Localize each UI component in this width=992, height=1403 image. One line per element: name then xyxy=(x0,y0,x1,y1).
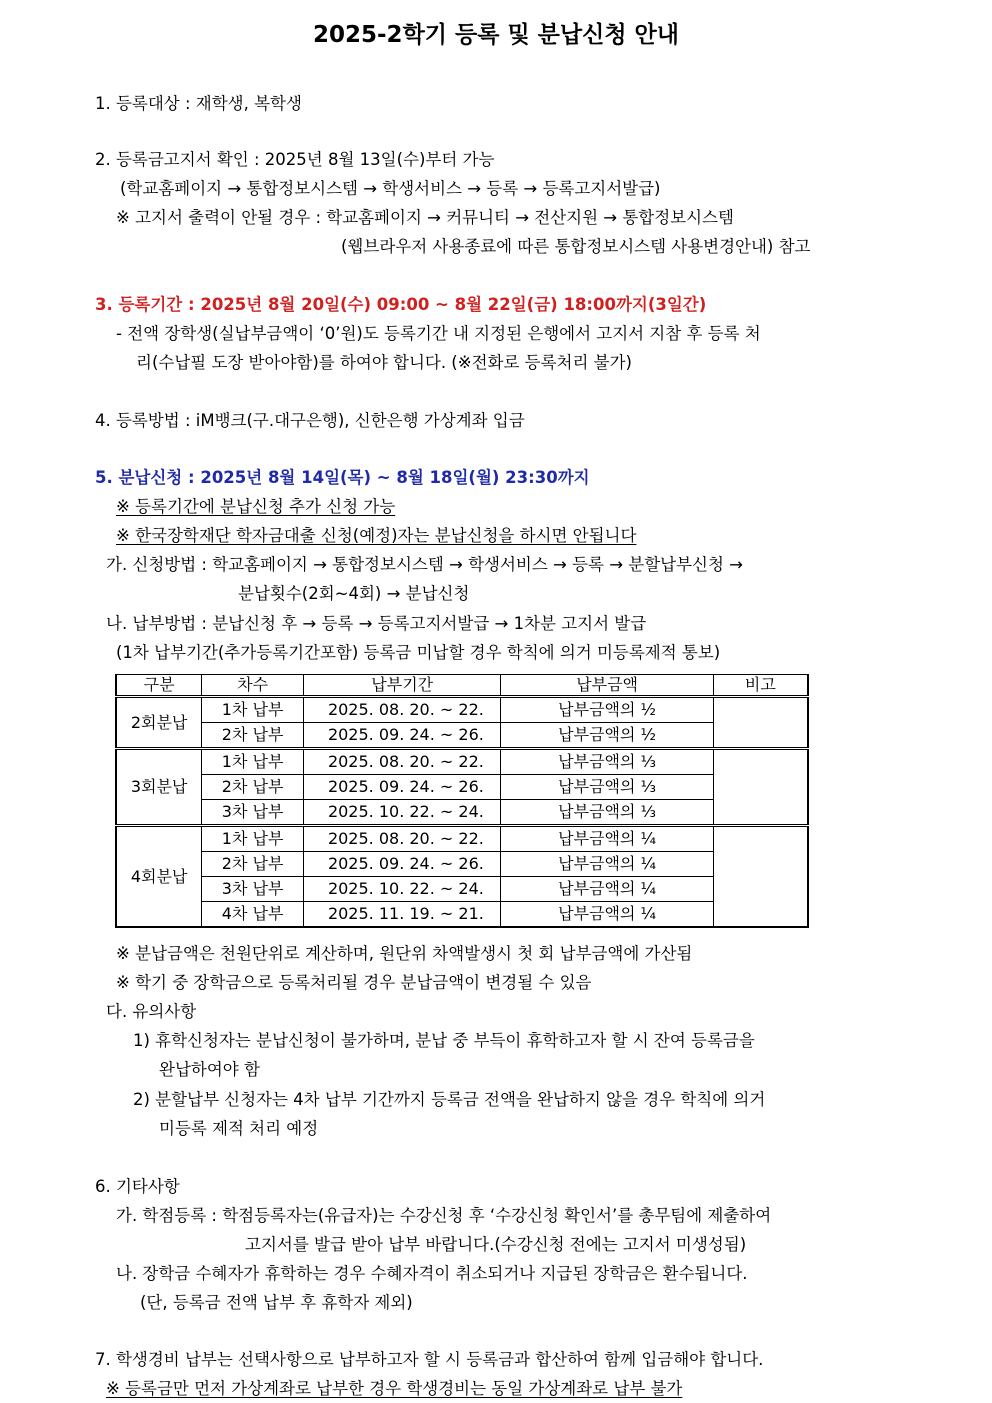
amount-cell: 납부금액의 ½ xyxy=(501,697,713,723)
section-5-pay-note: (1차 납부기간(추가등록기간포함) 등록금 미납할 경우 학칙에 의거 미등록제적 통보) xyxy=(116,643,721,662)
remarks-cell xyxy=(713,749,808,826)
section-7-heading: 7. 학생경비 납부는 선택사항으로 납부하고자 할 시 등록금과 합산하여 함께 입금해야 합니다. xyxy=(95,1350,764,1369)
table-row xyxy=(116,877,808,902)
caution-1: 1) 휴학신청자는 분납신청이 불가하며, 분납 중 부득이 휴학하고자 할 시 잔여 등록금을 xyxy=(133,1031,755,1050)
header-order: 차수 xyxy=(202,675,304,697)
section-2-note-cont: (웹브라우저 사용종료에 따른 통합정보시스템 사용변경안내) 참고 xyxy=(341,237,811,256)
section-7-note: ※ 등록금만 먼저 가상계좌로 납부한 경우 학생경비는 동일 가상계좌로 납부 불가 xyxy=(106,1379,683,1398)
section-5-cautions-heading: 다. 유의사항 xyxy=(106,1002,197,1021)
section-5-post-note1: ※ 분납금액은 천원단위로 계산하며, 원단위 차액발생시 첫 회 납부금액에 가산됨 xyxy=(116,944,693,963)
section-3-line2: 리(수납필 도장 받아야함)를 하여야 합니다. (※전화로 등록처리 불가) xyxy=(136,353,632,372)
amount-cell: 납부금액의 ¼ xyxy=(501,852,713,877)
section-5-note2: ※ 한국장학재단 학자금대출 신청(예정)자는 분납신청을 하시면 안됩니다 xyxy=(116,526,637,545)
section-6-credit-reg-cont: 고지서를 발급 받아 납부 바랍니다.(수강신청 전에는 고지서 미생성됨) xyxy=(245,1235,747,1254)
order-cell: 1차 납부 xyxy=(202,826,304,852)
period-cell: 2025. 09. 24. ~ 26. xyxy=(303,775,501,800)
header-type: 구분 xyxy=(116,675,202,697)
section-3-line1: - 전액 장학생(실납부금액이 ‘0’원)도 등록기간 내 지정된 은행에서 고지서 지참 후 등록 처 xyxy=(116,324,761,343)
amount-cell: 납부금액의 ½ xyxy=(501,723,713,749)
amount-cell: 납부금액의 ⅓ xyxy=(501,775,713,800)
amount-cell: 납부금액의 ⅓ xyxy=(501,749,713,775)
section-2-heading: 2. 등록금고지서 확인 : 2025년 8월 13일(수)부터 가능 xyxy=(95,150,495,169)
order-cell: 3차 납부 xyxy=(202,877,304,902)
table-header-row xyxy=(116,675,808,697)
section-5-heading: 5. 분납신청 : 2025년 8월 14일(목) ~ 8월 18일(월) 23:30까지 xyxy=(95,468,590,487)
section-5-post-note2: ※ 학기 중 장학금으로 등록처리될 경우 분납금액이 변경될 수 있음 xyxy=(116,973,592,992)
section-5-pay-method: 나. 납부방법 : 분납신청 후 → 등록 → 등록고지서발급 → 1차분 고지서 발급 xyxy=(106,614,647,633)
amount-cell: 납부금액의 ¼ xyxy=(501,902,713,928)
period-cell: 2025. 08. 20. ~ 22. xyxy=(303,749,501,775)
period-cell: 2025. 08. 20. ~ 22. xyxy=(303,826,501,852)
section-1-target: 1. 등록대상 : 재학생, 복학생 xyxy=(95,94,302,113)
period-cell: 2025. 10. 22. ~ 24. xyxy=(303,877,501,902)
section-2-note: ※ 고지서 출력이 안될 경우 : 학교홈페이지 → 커뮤니티 → 전산지원 → 통합정보시스템 xyxy=(116,208,734,227)
header-amount: 납부금액 xyxy=(501,675,713,697)
section-6-scholarship-cont: (단, 등록금 전액 납부 후 휴학자 제외) xyxy=(140,1293,413,1312)
section-2-path: (학교홈페이지 → 통합정보시스템 → 학생서비스 → 등록 → 등록고지서발급) xyxy=(120,179,661,198)
group-label: 2회분납 xyxy=(116,697,202,749)
caution-1-cont: 완납하여야 함 xyxy=(159,1060,260,1079)
table-row xyxy=(116,826,808,852)
table-row xyxy=(116,800,808,826)
period-cell: 2025. 09. 24. ~ 26. xyxy=(303,852,501,877)
table-row xyxy=(116,749,808,775)
section-5-apply-method-cont: 분납횟수(2회~4회) → 분납신청 xyxy=(238,584,470,603)
order-cell: 2차 납부 xyxy=(202,775,304,800)
period-cell: 2025. 09. 24. ~ 26. xyxy=(303,723,501,749)
period-cell: 2025. 08. 20. ~ 22. xyxy=(303,697,501,723)
section-6-heading: 6. 기타사항 xyxy=(95,1177,180,1196)
caution-2-cont: 미등록 제적 처리 예정 xyxy=(159,1119,319,1138)
order-cell: 2차 납부 xyxy=(202,723,304,749)
section-6-credit-reg: 가. 학점등록 : 학점등록자는(유급자)는 수강신청 후 ‘수강신청 확인서’를 총무팀에 제출하여 xyxy=(116,1206,772,1225)
order-cell: 1차 납부 xyxy=(202,749,304,775)
page-title: 2025-2학기 등록 및 분납신청 안내 xyxy=(313,22,679,48)
table-row xyxy=(116,723,808,749)
amount-cell: 납부금액의 ⅓ xyxy=(501,800,713,826)
table-row xyxy=(116,852,808,877)
header-period: 납부기간 xyxy=(303,675,501,697)
installment-table xyxy=(115,674,809,928)
section-5-note1: ※ 등록기간에 분납신청 추가 신청 가능 xyxy=(116,497,396,516)
group-label: 4회분납 xyxy=(116,826,202,928)
order-cell: 4차 납부 xyxy=(202,902,304,928)
table-row xyxy=(116,902,808,928)
section-4-method: 4. 등록방법 : iM뱅크(구.대구은행), 신한은행 가상계좌 입금 xyxy=(95,411,525,430)
group-label: 3회분납 xyxy=(116,749,202,826)
section-3-heading: 3. 등록기간 : 2025년 8월 20일(수) 09:00 ~ 8월 22일(금) 18:00까지(3일간) xyxy=(95,295,707,314)
order-cell: 2차 납부 xyxy=(202,852,304,877)
period-cell: 2025. 10. 22. ~ 24. xyxy=(303,800,501,826)
caution-2: 2) 분할납부 신청자는 4차 납부 기간까지 등록금 전액을 완납하지 않을 경우 학칙에 의거 xyxy=(133,1090,766,1109)
amount-cell: 납부금액의 ¼ xyxy=(501,877,713,902)
amount-cell: 납부금액의 ¼ xyxy=(501,826,713,852)
remarks-cell xyxy=(713,697,808,749)
order-cell: 3차 납부 xyxy=(202,800,304,826)
table-row xyxy=(116,775,808,800)
period-cell: 2025. 11. 19. ~ 21. xyxy=(303,902,501,928)
header-remarks: 비고 xyxy=(713,675,808,697)
remarks-cell xyxy=(713,826,808,928)
order-cell: 1차 납부 xyxy=(202,697,304,723)
section-6-scholarship: 나. 장학금 수혜자가 휴학하는 경우 수혜자격이 취소되거나 지급된 장학금은 환수됩니다. xyxy=(116,1264,748,1283)
section-5-apply-method: 가. 신청방법 : 학교홈페이지 → 통합정보시스템 → 학생서비스 → 등록 → 분할납부신청 → xyxy=(106,555,743,574)
table-row xyxy=(116,697,808,723)
